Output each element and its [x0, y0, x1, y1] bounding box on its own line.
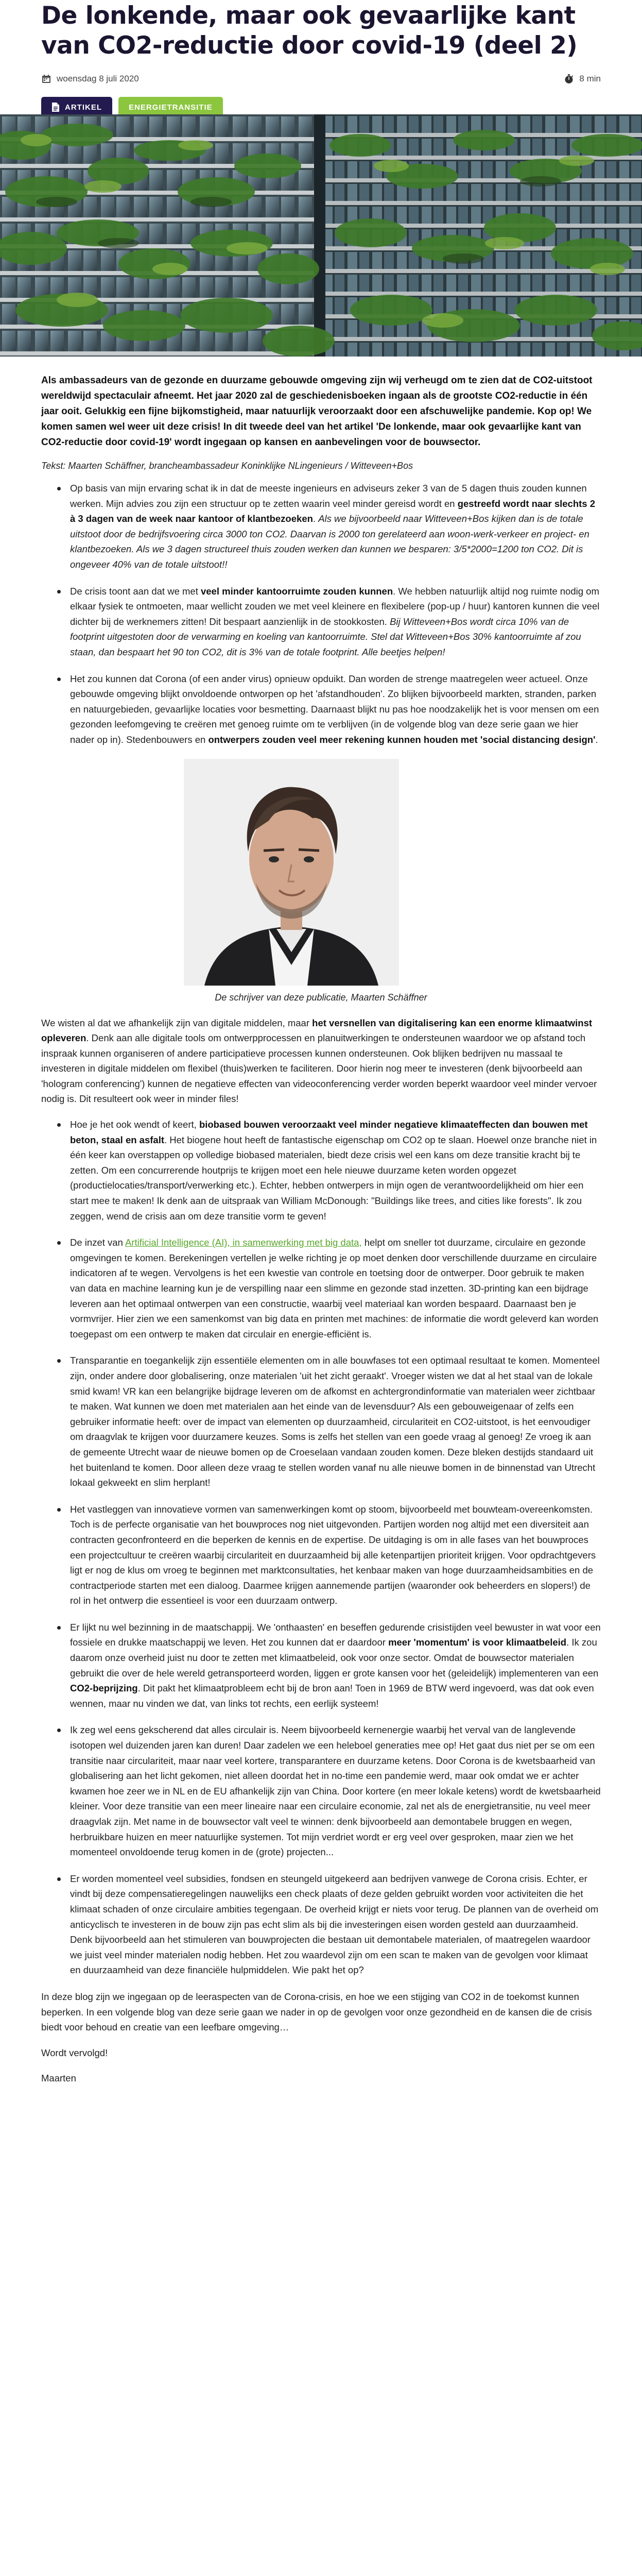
- page-title: De lonkende, maar ook gevaarlijke kant van CO2-reductie door covid-19 (deel 2): [41, 2, 578, 60]
- list-item-text: . Dit pakt het klimaatprobleem echt bij de bron aan! Toen in 1969 de BTW werd ingevoerd, was dat ook even wennen, maar nu vinden we dat, van links tot rechts, een eerlijk systeem!: [70, 1683, 594, 1709]
- list-item-italic: Als we bijvoorbeeld naar Witteveen+Bos kijken dan is de totale uitstoot door de bedrijfsvoering circa 3000 ton CO2. Daarvan is 2000 ton gerelateerd aan woon-werk-verkeer en project- en klantbezoeken. Als we 3 dagen structureel thuis zouden werken dan kunnen we besparen: 3/5*2000=1200 ton CO2. Dit is ongeveer 40% van de totale uitstoot!!: [70, 513, 589, 570]
- list-item-text: .: [313, 513, 319, 524]
- hero-image: [0, 114, 642, 357]
- list-item-text: .: [595, 734, 598, 745]
- list-item: [41, 1620, 601, 1711]
- paragraph-bold: het versnellen van digitalisering kan een enorme klimaatwinst opleveren: [41, 1017, 593, 1044]
- list-item-bold: veel minder kantoorruimte zouden kunnen: [200, 585, 393, 597]
- list-item-text: Ik zeg wel eens gekscherend dat alles circulair is. Neem bijvoorbeeld kernenergie waarbij het verval van de langlevende isotopen wel duizenden jaren kan duren! Daar zadelen we een heleboel generaties mee op! Het gaat dus niet per se om een transitie naar circulariteit, maar naar veel kortere, transparantere en duurzame ketens. Door Corona is de kwetsbaarheid van globalisering aan het licht gekomen, niet alleen doordat het in no-time een pandemie werd, maar ook omdat we er achter kwamen hoe zeer we in NL en de EU afhankelijk zijn van China. Door kortere (en meer lokale ketens) wordt de kwetsbaarheid kleiner. Voor deze transitie van een meer lineaire naar een circulaire economie, zal net als de energietransitie, nu veel meer draagvlak zijn. Met name in de bouwsector valt veel te winnen: denk bijvoorbeeld aan demontabele bruggen en wegen, herbruikbare huizen en meer natuurlijke systemen. Tot mijn verdriet wordt er erg veel over gesproken, maar zien we het momenteel onvoldoende terug komen in de (grote) projecten...: [70, 1724, 601, 1858]
- list-item-text: De crisis toont aan dat we met: [70, 585, 201, 597]
- list-item-text: Er lijkt nu wel bezinning in de maatschappij. We 'onthaasten' en beseffen gedurende crisistijden veel bewuster in wat voor een fossiele en drukke maatschappij we leven. Het zou kunnen dat er daardoor: [70, 1621, 601, 1648]
- list-item: [41, 671, 601, 748]
- tag-artikel-label: ARTIKEL: [65, 103, 102, 112]
- list-item-bold: gestreefd wordt naar slechts 2 à 3 dagen van de week naar kantoor of klantbezoeken: [70, 498, 596, 524]
- list-item-italic: Bij Witteveen+Bos wordt circa 10% van de footprint uitgestoten door de verwarming en koeling van kantoorruimte. Stel dat Witteveen+Bos 30% kantoorruimte af zou staan, dan bespaart het 90 ton CO2, dit is 3% van de totale footprint. Alle beetjes helpen!: [70, 616, 581, 657]
- article-body: [41, 373, 601, 2096]
- paragraph-text: We wisten al dat we afhankelijk zijn van digitale middelen, maar: [41, 1017, 313, 1028]
- recommendation-list-b: [41, 1117, 601, 1978]
- list-item: [41, 1235, 601, 1342]
- list-item-text: . We hebben natuurlijk altijd nog ruimte nodig om elkaar fysiek te ontmoeten, maar wellicht zouden we met veel kleinere en flexibelere (pop-up / huur) kantoren kunnen die veel dichter bij de werknemers zitten! Dit bespaart aanzienlijk in de stookkosten.: [70, 585, 600, 627]
- portrait-caption: De schrijver van deze publicatie, Maarten Schäffner: [215, 992, 427, 1003]
- list-item: [41, 1117, 601, 1224]
- list-item-text: Het vastleggen van innovatieve vormen van samenwerkingen komt op stoom, bijvoorbeeld met bouwteam-overeenkomsten. Toch is de perfecte organisatie van het bouwproces nog niet uitgevonden. Partijen worden nog altijd met een diversiteit aan contracten geconfronteerd en die beperken de kennis en de expertise. De uitdaging is om in alle fases van het bouwproces een projectcultuur te creëren waarbij circulariteit en duurzaamheid bij alle ketenpartijen prioriteit krijgen. Voor opdrachtgevers ligt er nog de klus om vroeg te beginnen met marktconsultaties, het kenbaar maken van hoge duurzaamheidsambities en de contractperiode starten met een dialoog. Daarmee krijgen aannemende partijen (waaronder ook beheerders en slopers!) de rol in het ontwerp die essentieel is voor een duurzaam ontwerp.: [70, 1503, 596, 1606]
- paragraph-text: . Denk aan alle digitale tools om ontwerpprocessen en planuitwerkingen te ondersteunen waardoor we op afstand toch inspraak kunnen organiseren of andere participatieve processen kunnen ondersteunen. Ook blijken bedrijven nu massaal te investeren in digitale middelen om flexibel (thuis)werken te faciliteren. Door hierin nog meer te investeren (denk bijvoorbeeld aan 'hologram conferencing') kunnen de negatieve effecten van videoconferencing verder worden beperkt waardoor veel minder vervoer nodig is. Dit resulteert ook weer in minder files!: [41, 1032, 597, 1105]
- ai-big-data-link[interactable]: Artificial Intelligence (AI), in samenwerking met big data,: [125, 1237, 362, 1248]
- list-item-text: Het zou kunnen dat Corona (of een ander virus) opnieuw opduikt. Dan worden de strenge maatregelen weer actueel. Onze gebouwde omgeving blijkt onvoldoende ontworpen op het 'afstandhouden'. Zo blijken bijvoorbeeld markten, stranden, parken en natuurgebieden, gevaarlijke locaties voor besmetting. Daarnaast blijkt nu pas hoe noodzakelijk het is voor mensen om een gezonden leefomgeving te creëren met genoeg ruimte om te verblijven (in de volgende blog van deze serie gaan we hier nader op in). Stedenbouwers en: [70, 673, 599, 745]
- list-item-bold: ontwerpers zouden veel meer rekening kunnen houden met 'social distancing design': [208, 734, 596, 745]
- list-item: [41, 481, 601, 572]
- paragraph-digitalisering: [41, 1015, 601, 1107]
- calendar-icon: [41, 74, 51, 84]
- byline: Tekst: Maarten Schäffner, brancheambassadeur Koninklijke NLingenieurs / Witteveen+Bos: [41, 461, 413, 471]
- read-time: [564, 74, 601, 84]
- list-item-text: . Het biogene hout heeft de fantastische eigenschap om CO2 op te slaan. Hoewel onze branche niet in één keer kan overstappen op volledige biobased materialen, biedt deze crisis wel een kans om deze transitie kracht bij te zetten. Om een concurrerende houtprijs te krijgen moet een hele nieuwe duurzame keten worden opgezet (productielocaties/transport/verwerking etc.). Echter, hebben ontwerpers in mijn ogen de verantwoordelijkheid om hier een start mee te maken! Ik denk aan de uitspraak van William McDonough: "Buildings like trees, and cities like forests". Ik zou zeggen, wend de crisis aan om deze transitie vorm te geven!: [70, 1134, 597, 1222]
- article-lead: Als ambassadeurs van de gezonde en duurzame gebouwde omgeving zijn wij verheugd om te zien dat de CO2-uitstoot wereldwijd spectaculair afneemt. Het jaar 2020 zal de geschiedenisboeken ingaan als de grootste CO2-reductie in één jaar ooit. Gelukkig een fijne bijkomstigheid, maar natuurlijk veroorzaakt door een afschuwelijke pandemie. Kop op! We komen samen wel weer uit deze crisis! In dit tweede deel van het artikel 'De lonkende, maar ook gevaarlijke kant van CO2-reductie door covid-19' wordt ingegaan op kansen en aanbevelingen voor de bouwsector.: [41, 375, 593, 448]
- list-item-text: Op basis van mijn ervaring schat ik in dat de meeste ingenieurs en adviseurs zeker 3 van de 5 dagen thuis zouden kunnen werken. Mijn advies zou zijn een structuur op te zetten waarin veel minder gereisd wordt en: [70, 483, 587, 509]
- list-item: [41, 1502, 601, 1608]
- document-icon: [51, 103, 60, 112]
- list-item-bold: biobased bouwen veroorzaakt veel minder negatieve klimaateffecten dan bouwen met beton, staal en asfalt: [70, 1119, 588, 1145]
- meta-row: [41, 72, 601, 86]
- building-facade-illustration: [0, 114, 642, 357]
- read-time-text: 8 min: [579, 74, 601, 83]
- author-portrait: [184, 759, 399, 986]
- list-item: [41, 1353, 601, 1490]
- tag-energietransitie-label: ENERGIETRANSITIE: [129, 103, 213, 112]
- author-portrait-figure: [41, 759, 601, 1004]
- stopwatch-icon: [564, 74, 574, 84]
- list-item: [41, 584, 601, 660]
- list-item-bold: CO2-beprijzing: [70, 1683, 138, 1694]
- list-item-text: Transparantie en toegankelijk zijn essentiële elementen om in alle bouwfases tot een optimaal resultaat te komen. Momenteel zijn, onder andere door globalisering, onze materialen 'uit het zicht geraakt'. Vroeger wisten we dat al het staal van de lokale smid kwam! VR kan een belangrijke bijdrage leveren om de afkomst en achtergrondinformatie van materialen weer zichtbaar te maken. Wat kunnen we doen met materialen aan het einde van de levensduur? Als een gebouweigenaar of zelfs een gebruiker informatie heeft: over de impact van elementen op duurzaamheid, circulariteit en CO2-uitstoot, is het eenvoudiger om draagvlak te krijgen voor duurzamere keuzes. Soms is zelfs het stellen van een goede vraag al genoeg! Ze vroeg ik aan de gemeente Utrecht waar de nieuwe bomen op de Croeselaan vandaan zouden komen. Deze bleken destijds standaard uit het buitenland te komen. Door alleen deze vraag te stellen worden vanaf nu alle nieuwe bomen in de binnenstad van Utrecht lokaal gekweekt en slim herplant!: [70, 1355, 600, 1488]
- paragraph-closing: Wordt vervolgd!: [41, 2047, 108, 2058]
- list-item-bold: meer 'momentum' is voor klimaatbeleid: [388, 1637, 567, 1648]
- list-item: [41, 1722, 601, 1859]
- list-item-text: De inzet van: [70, 1237, 125, 1248]
- list-item-text: helpt om sneller tot duurzame, circulaire en gezonde omgevingen te komen. Berekeningen vertellen je welke richting je op moet denken door verschillende duurzame en circulaire indicatoren af te wegen. Vervolgens is het een kwestie van controle en toetsing door de ontwerper. Door gebruik te maken van data en machine learning kun je de verspilling naar een slimme en gezonde stad inzetten. 3D-printing kan een bijdrage leveren aan het optimaal ontwerpen van een constructie, waarbij veel materiaal kan worden bespaard. Daarnaast ben je vormvrijer. Hier zien we een samenkomst van big data en printen met machines: de informatie die wordt geleverd kan worden toegepast om een ontwerp te maken dat circulair en energie-efficiënt is.: [70, 1237, 599, 1340]
- paragraph-conclusion: In deze blog zijn we ingegaan op de leeraspecten van de Corona-crisis, en hoe we een stijging van CO2 in de toekomst kunnen beperken. In een volgende blog van deze serie gaan we nader in op de gevolgen voor onze gezondheid en de kansen die de crisis biedt voor behoud en creatie van een leefbare omgeving…: [41, 1991, 592, 2033]
- signature: Maarten: [41, 2073, 76, 2084]
- date-text: woensdag 8 juli 2020: [57, 74, 139, 83]
- list-item-text: Hoe je het ook wendt of keert,: [70, 1119, 199, 1130]
- list-item-text: . Ik zou daarom onze overheid juist nu door te zetten met klimaatbeleid, ook voor onze sector. Omdat de bouwsector materialen gebruikt die over de hele wereld getransporteerd worden, liggen er grote kansen voor het (geleidelijk) implementeren van een: [70, 1637, 599, 1679]
- publish-date: [41, 74, 139, 84]
- recommendation-list-a: [41, 481, 601, 748]
- list-item: [41, 1871, 601, 1978]
- list-item-text: Er worden momenteel veel subsidies, fondsen en steungeld uitgekeerd aan bedrijven vanwege de Corona crisis. Echter, er vindt bij deze compensatieregelingen nauwelijks een check plaats of deze gelden gebruikt worden voor activiteiten die het klimaat schaden of onze circulaire ambities tegengaan. De overheid krijgt er niets voor terug. De plannen van de overheid om anticyclisch te investeren in de bouw zijn pas echt slim als bij die investeringen eisen worden gesteld aan duurzaamheid. Denk bijvoorbeeld aan het stimuleren van bouwprojecten die bestaan uit demontabele materialen, of maatregelen waardoor we juist veel minder materialen nodig hebben. Het zou waardevol zijn om een scan te maken van de gevolgen voor klimaat en duurzaamheid van deze financiële hulpmiddelen. Wie pakt het op?: [70, 1873, 599, 1976]
